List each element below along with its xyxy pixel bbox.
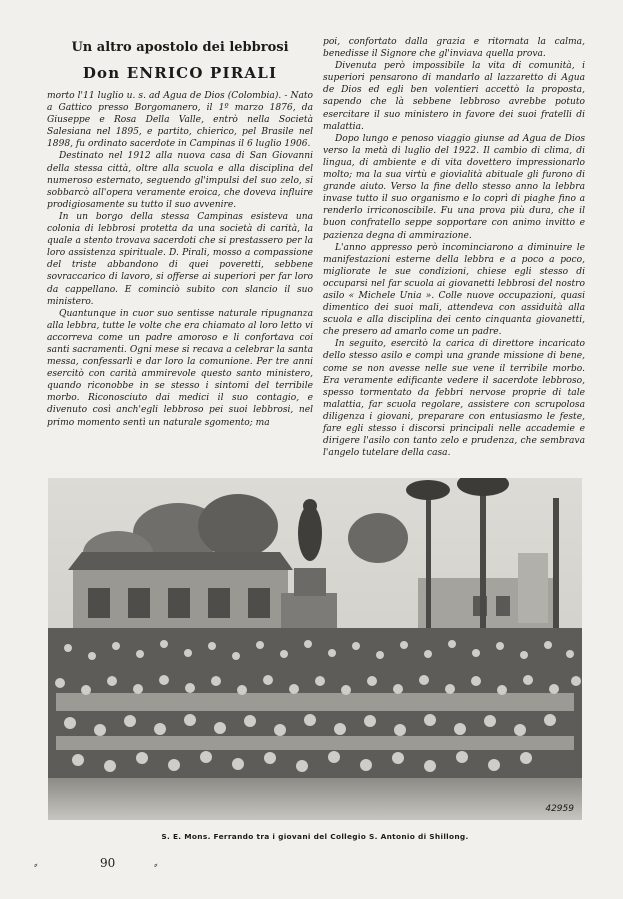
right-column [323,36,585,459]
paragraph: Dopo lungo e penoso viaggio giunse ad Agua de Dios verso la metà di luglio del 1922. Il cambio di clima, di lingua, di ambiente e di vita dovettero impressionarlo molto; ma la sua virtù e giovialità abituale gli furono di grande aiuto. Verso la fine dello stesso anno la lebbra invase tutto il suo organismo e lo coprì di piaghe fino a renderlo irriconoscibile. Fu una prova più dura, che il buon confratello seppe sopportare con animo invitto e pazienza degna di ammirazione. [323,133,585,241]
left-column [47,34,313,429]
paragraph: L'anno appresso però incominciarono a diminuire le manifestazioni esterne della lebbra e a poco a poco, migliorate le sue condizioni, chiese egli stesso di occuparsi nel far scuola ai giovanetti lebbrosi del nostro asilo « Michele Unia ». Colle nuove occupazioni, quasi dimentico dei suoi mali, attendeva con assiduità alla scuola e alla disciplina dei cento cinquanta giovanetti, che presero ad amarlo come un padre. [323,242,585,338]
page-footer [34,856,174,876]
page-number: 90 [100,856,116,870]
photo-number: 42959 [545,804,574,814]
paragraph: Quantunque in cuor suo sentisse naturale ripugnanza alla lebbra, tutte le volte che era chiamato al loro letto vi accorreva come un padre amoroso e li confortava coi santi sacramenti. Ogni mese si recava a celebrar la santa messa, confessarli e dar loro la comunione. Per tre anni esercitò con carità ammirevole questo santo ministero, quando riconobbe in se stesso i sintomi del terribile morbo. Riconosciuto dai medici il suo contagio, e divenuto così anch'egli lebbroso pei suoi lebbrosi, nel primo momento sentì un naturale sgomento; ma [47,308,313,428]
paragraph: In un borgo della stessa Campinas esisteva una colonia di lebbrosi protetta da una società di carità, la quale a stento trovava sacerdoti che si prestassero per la loro assistenza spirituale. D. Pirali, mosso a compassione del triste abbandono di quei poveretti, sebbene sovraccarico di lavoro, si offerse ai superiori per far loro da cappellano. E cominciò subito con slancio il suo ministero. [47,211,313,307]
photo-caption: S. E. Mons. Ferrando tra i giovani del Collegio S. Antonio di Shillong. [161,832,469,841]
article-subtitle: Don ENRICO PIRALI [82,64,278,82]
paragraph: Divenuta però impossibile la vita di comunità, i superiori pensarono di mandarlo al lazzaretto di Agua de Dios ed egli ben volentieri accettò la proposta, sapendo che là sebbene lebbroso avrebbe potuto esercitare il suo ministero in favore dei suoi fratelli di malattia. [323,61,585,132]
paragraph: In seguito, esercitò la carica di direttore incaricato dello stesso asilo e compì una grande missione di bene, come se non avesse nelle sue vene il terribile morbo. Era veramente edificante vedere il sacerdote lebbroso, spesso tormentato da febbri nervose proprie di tale malattia, far scuola regolare, assistere con scrupolosa diligenza i giovani, preparare con entusiasmo le feste, fare egli stesso i discorsi principali nelle accademie e dirigere l'asilo con tanto zelo e prudenza, che sembrava l'angelo tutelare della casa. [323,339,585,459]
photo-illustration [48,478,582,820]
paragraph: morto l'11 luglio u. s. ad Agua de Dios (Colombia). - Nato a Gattico presso Borgomanero, il 1º marzo 1876, da Giuseppe e Rosa Della Valle, entrò nella Società Salesiana nel 1895, e partito, chierico, pel Brasile nel 1898, fu ordinato sacerdote in Campinas il 6 luglio 1906. [47,91,313,150]
article-title: Un altro apostolo dei lebbrosi [71,40,289,55]
paragraph: Destinato nel 1912 alla nuova casa di San Giovanni della stessa città, oltre alla scuola e alla disciplina del numeroso esternato, seguendo gl'impulsi del suo zelo, si sobbarcò all'opera veramente eroica, che doveva influire prodigiosamente su tutto il suo avvenire. [47,151,313,210]
paragraph: poi, confortato dalla grazia e ritornata la calma, benedisse il Signore che gl'inviava quella prova. [323,37,585,60]
ornament-right-icon: ⸗ [154,858,158,871]
group-photo [48,478,582,820]
ornament-left-icon: ⸗ [34,858,38,871]
